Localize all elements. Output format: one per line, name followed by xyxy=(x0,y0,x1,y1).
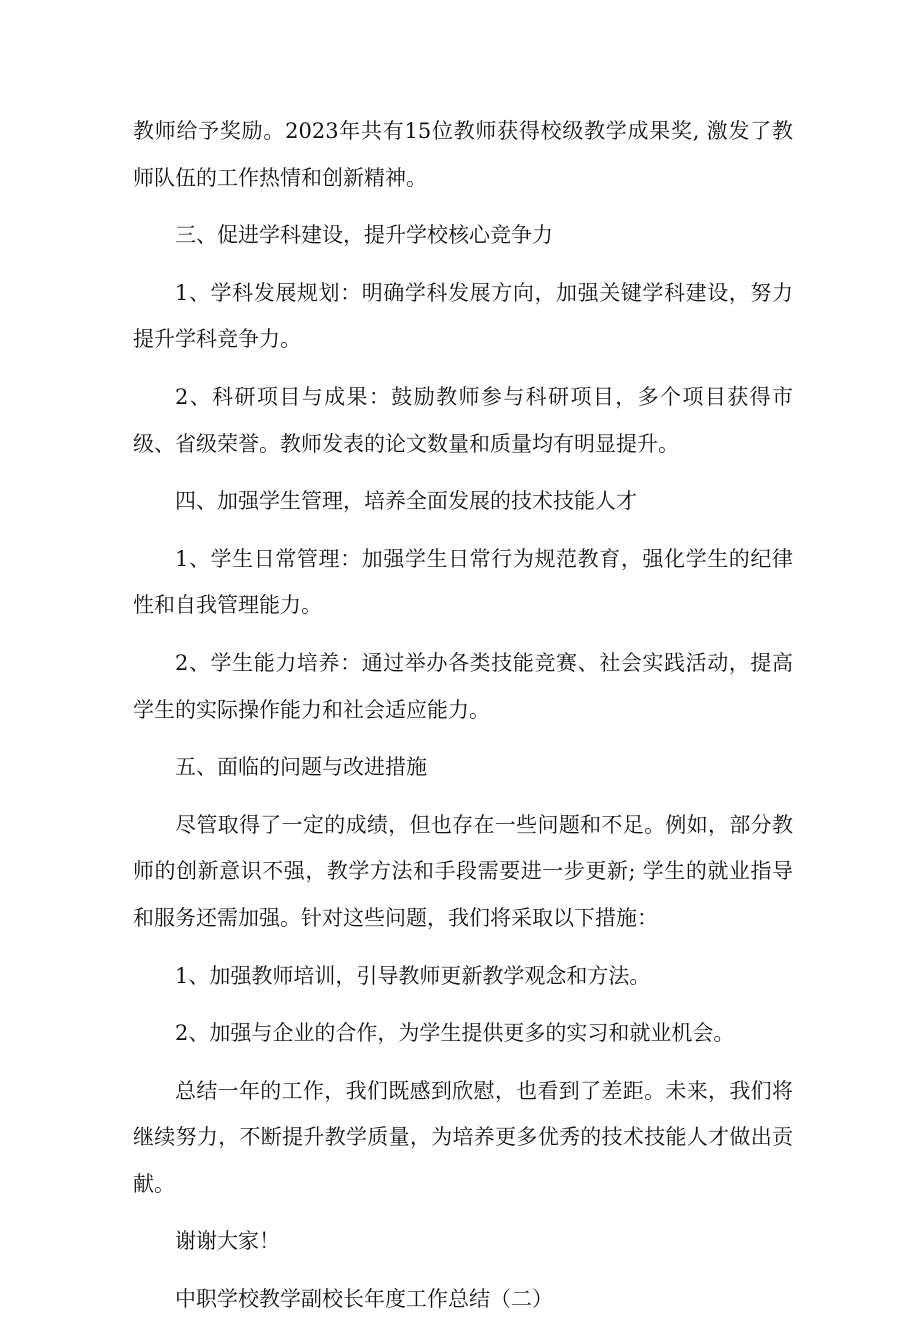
paragraph-research-projects: 2、科研项目与成果：鼓励教师参与科研项目，多个项目获得市级、省级荣誉。教师发表的论文数量和质量均有明显提升。 xyxy=(133,384,793,456)
paragraph-problems: 尽管取得了一定的成绩，但也存在一些问题和不足。例如，部分教师的创新意识不强，教学方法和手段需要进一步更新; 学生的就业指导和服务还需加强。针对这些问题，我们将采取以下措施： xyxy=(133,812,793,930)
next-document-title: 中职学校教学副校长年度工作总结（二） xyxy=(175,1287,553,1312)
section-heading-4: 四、加强学生管理，培养全面发展的技术技能人才 xyxy=(175,489,637,514)
paragraph-student-daily-management: 1、学生日常管理：加强学生日常行为规范教育，强化学生的纪律性和自我管理能力。 xyxy=(133,546,793,618)
document-body xyxy=(133,108,793,1334)
paragraph-discipline-planning: 1、学科发展规划：明确学科发展方向，加强关键学科建设，努力提升学科竞争力。 xyxy=(133,280,793,352)
section-heading-5: 五、面临的问题与改进措施 xyxy=(175,755,427,780)
paragraph-continuation: 教师给予奖励。2023年共有15位教师获得校级教学成果奖, 激发了教师队伍的工作热情和创新精神。 xyxy=(133,119,793,190)
paragraph-measure-1: 1、加强教师培训，引导教师更新教学观念和方法。 xyxy=(175,963,651,988)
paragraph-measure-2: 2、加强与企业的合作，为学生提供更多的实习和就业机会。 xyxy=(175,1021,735,1046)
paragraph-thanks: 谢谢大家！ xyxy=(175,1229,280,1254)
paragraph-conclusion: 总结一年的工作，我们既感到欣慰，也看到了差距。未来，我们将继续努力，不断提升教学质量，为培养更多优秀的技术技能人才做出贡献。 xyxy=(133,1078,793,1196)
paragraph-student-ability: 2、学生能力培养：通过举办各类技能竞赛、社会实践活动，提高学生的实际操作能力和社会适应能力。 xyxy=(133,650,793,722)
section-heading-3: 三、促进学科建设，提升学校核心竞争力 xyxy=(175,223,553,248)
